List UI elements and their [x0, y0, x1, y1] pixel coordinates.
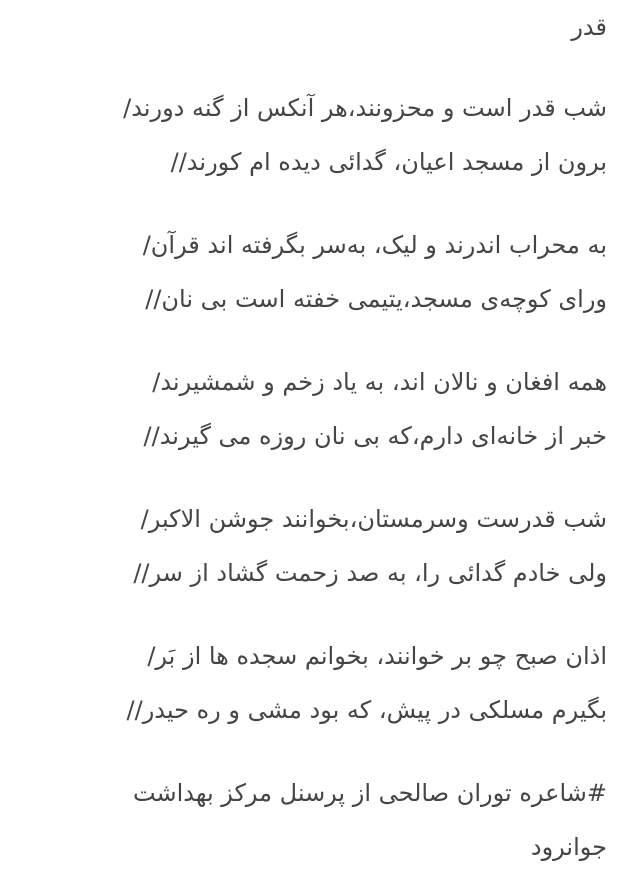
verse-line: اذان صبح چو بر خوانند، بخوانم سجده ها از بَر/: [147, 642, 607, 670]
attribution-hashtag-line: #شاعره توران صالحی از پرسنل مرکز بهداشت: [132, 779, 607, 807]
verse-line: ورای کوچه‌ی مسجد،یتیمی خفته است بی نان//: [145, 285, 607, 313]
verse-line: بگیرم مسلکی در پیش، که بود مشی و ره حیدر//: [126, 696, 607, 724]
verse-line: خبر از خانه‌ای دارم،که بی نان روزه می گیرند//: [143, 422, 607, 450]
attribution-city-line: جوانرود: [530, 833, 607, 861]
verse-line: به محراب اندرند و لیک، به‌سر بگرفته اند قرآن/: [142, 231, 607, 259]
verse-line: شب قدر است و محزونند،هر آنکس از گنه دورند/: [123, 94, 607, 122]
verse-line: شب قدرست وسرمستان،بخوانند جوشن الاکبر/: [140, 505, 607, 533]
couplet-1: [10, 81, 607, 189]
couplet-3: [10, 355, 607, 463]
verse-line: ولی خادم گدائی را، به صد زحمت گشاد از سر//: [133, 559, 607, 587]
couplet-5: [10, 629, 607, 737]
verse-line: برون از مسجد اعیان، گدائی دیده ام کورند//: [170, 148, 607, 176]
verse-line: همه افغان و نالان اند، به یاد زخم و شمشیرند/: [152, 368, 607, 396]
poem-attribution: [10, 766, 607, 874]
poem-title: قدر: [571, 13, 607, 41]
couplet-4: [10, 492, 607, 600]
couplet-2: [10, 218, 607, 326]
